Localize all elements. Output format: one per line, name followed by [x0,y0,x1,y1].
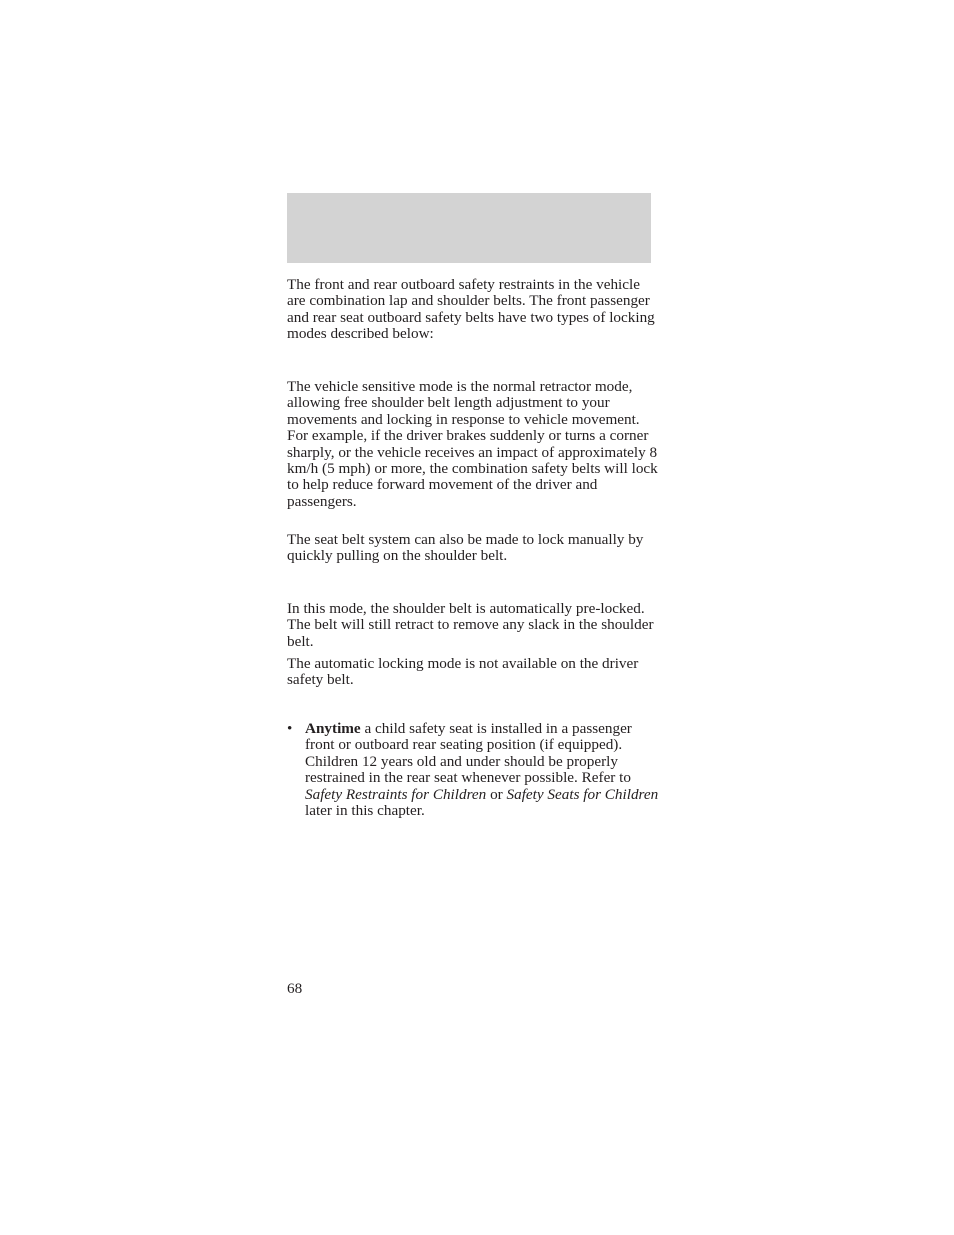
bullet-text [305,721,659,819]
bullet-lead-word: Anytime [305,720,361,737]
section-header-band [287,193,651,263]
bullet-text-part-3: later in this chapter. [305,802,425,820]
bullet-icon: • [287,720,293,737]
manual-lock-paragraph: The seat belt system can also be made to lock manually by quickly pulling on the shoulder belt. [287,531,644,565]
driver-belt-note-paragraph: The automatic locking mode is not available on the driver safety belt. [287,655,639,689]
automatic-mode-paragraph: In this mode, the shoulder belt is automatically pre-locked. The belt will still retract to remove any slack in the shoulder belt. [287,600,654,650]
vehicle-sensitive-mode-paragraph: The vehicle sensitive mode is the normal retractor mode, allowing free shoulder belt length adjustment to your movements and locking in response to vehicle movement. For example, if the driver brakes suddenly or turns a corner sharply, or the vehicle receives an impact of approximately 8 km/h (5 mph) or more, the combination safety belts will lock to help reduce forward movement of the driver and passengers. [287,378,658,510]
reference-safety-seats: Safety Seats for Children [506,785,659,803]
page-number: 68 [287,980,303,997]
bullet-text-part-1: a child safety seat is installed in a passenger front or outboard rear seating position (if equipped). Children 12 years old and under should be properly restrained in the rear seat whenever possible. Refer to [305,720,632,787]
bullet-text-part-2: or [486,785,507,803]
list-item [287,721,659,819]
intro-paragraph: The front and rear outboard safety restraints in the vehicle are combination lap and shoulder belts. The front passenger and rear seat outboard safety belts have two types of locking modes described below: [287,276,655,343]
reference-safety-restraints: Safety Restraints for Children [305,785,487,803]
